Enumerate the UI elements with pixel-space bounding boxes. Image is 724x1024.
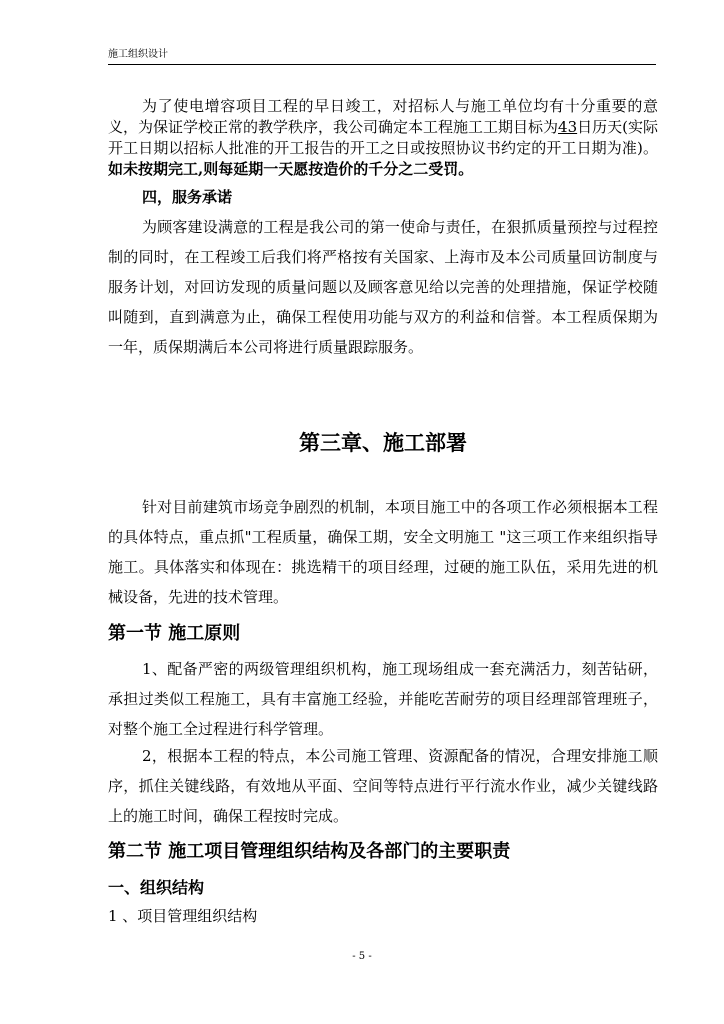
header-title: 施工组织设计 bbox=[108, 49, 168, 60]
intro-text-1: 为了使电增容项目工程的早日竣工，对招标人与施工单位均有十分重要的意义，为保证学校正常的教学秩序，我公司确定本工程施工工期目标为 bbox=[108, 97, 658, 136]
penalty-clause: 如未按期完工,则每延期一天愿按造价的千分之二受罚。 bbox=[108, 160, 474, 178]
service-paragraph: 为顾客建设满意的工程是我公司的第一使命与责任，在狠抓质量预控与过程控制的同时，在工程竣工后我们将严格按有关国家、上海市及本公司质量回访制度与服务计划，对回访发现的质量问题以及顾客意见给以完善的处理措施，保证学校随叫随到，直到满意为止，确保工程使用功能与双方的利益和信誉。本工程质保期为一年，质保期满后本公司将进行质量跟踪服务。 bbox=[108, 218, 658, 356]
service-heading: 四，服务承诺 bbox=[142, 188, 233, 206]
page-header bbox=[108, 48, 656, 65]
duration-days: 43 bbox=[558, 118, 578, 136]
section-1-paragraph-1: 1、配备严密的两级管理组织机构，施工现场组成一套充满活力，刻苦钻研，承担过类似工程施工，具有丰富施工经验，并能吃苦耐劳的项目经理部管理班子，对整个施工全过程进行科学管理。 bbox=[108, 660, 658, 738]
page-number: - 5 - bbox=[352, 951, 372, 962]
list-item: 1 、项目管理组织结构 bbox=[108, 907, 258, 925]
subsection-heading: 一、组织结构 bbox=[108, 878, 205, 897]
intro-text-2: 日历天(实际开工日期以招标人批准的开工报告的开工之日或按照协议书约定的开工日期为准)。 bbox=[108, 118, 658, 157]
section-2-title: 第二节 施工项目管理组织结构及各部门的主要职责 bbox=[108, 841, 511, 862]
section-1-title: 第一节 施工原则 bbox=[108, 623, 241, 644]
chapter-intro-paragraph: 针对目前建筑市场竞争剧烈的机制，本项目施工中的各项工作必须根据本工程的具体特点，重点抓"工程质量，确保工期，安全文明施工 "这三项工作来组织指导施工。具体落实和体现在：挑选精干的项目经理，过硬的施工队伍，采用先进的机械设备，先进的技术管理。 bbox=[108, 498, 658, 606]
chapter-title: 第三章、施工部署 bbox=[299, 430, 467, 455]
section-1-paragraph-2: 2，根据本工程的特点，本公司施工管理、资源配备的情况，合理安排施工顺序，抓住关键线路，有效地从平面、空间等特点进行平行流水作业，减少关键线路上的施工时间，确保工程按时完成。 bbox=[108, 747, 658, 825]
intro-paragraph bbox=[108, 96, 658, 180]
